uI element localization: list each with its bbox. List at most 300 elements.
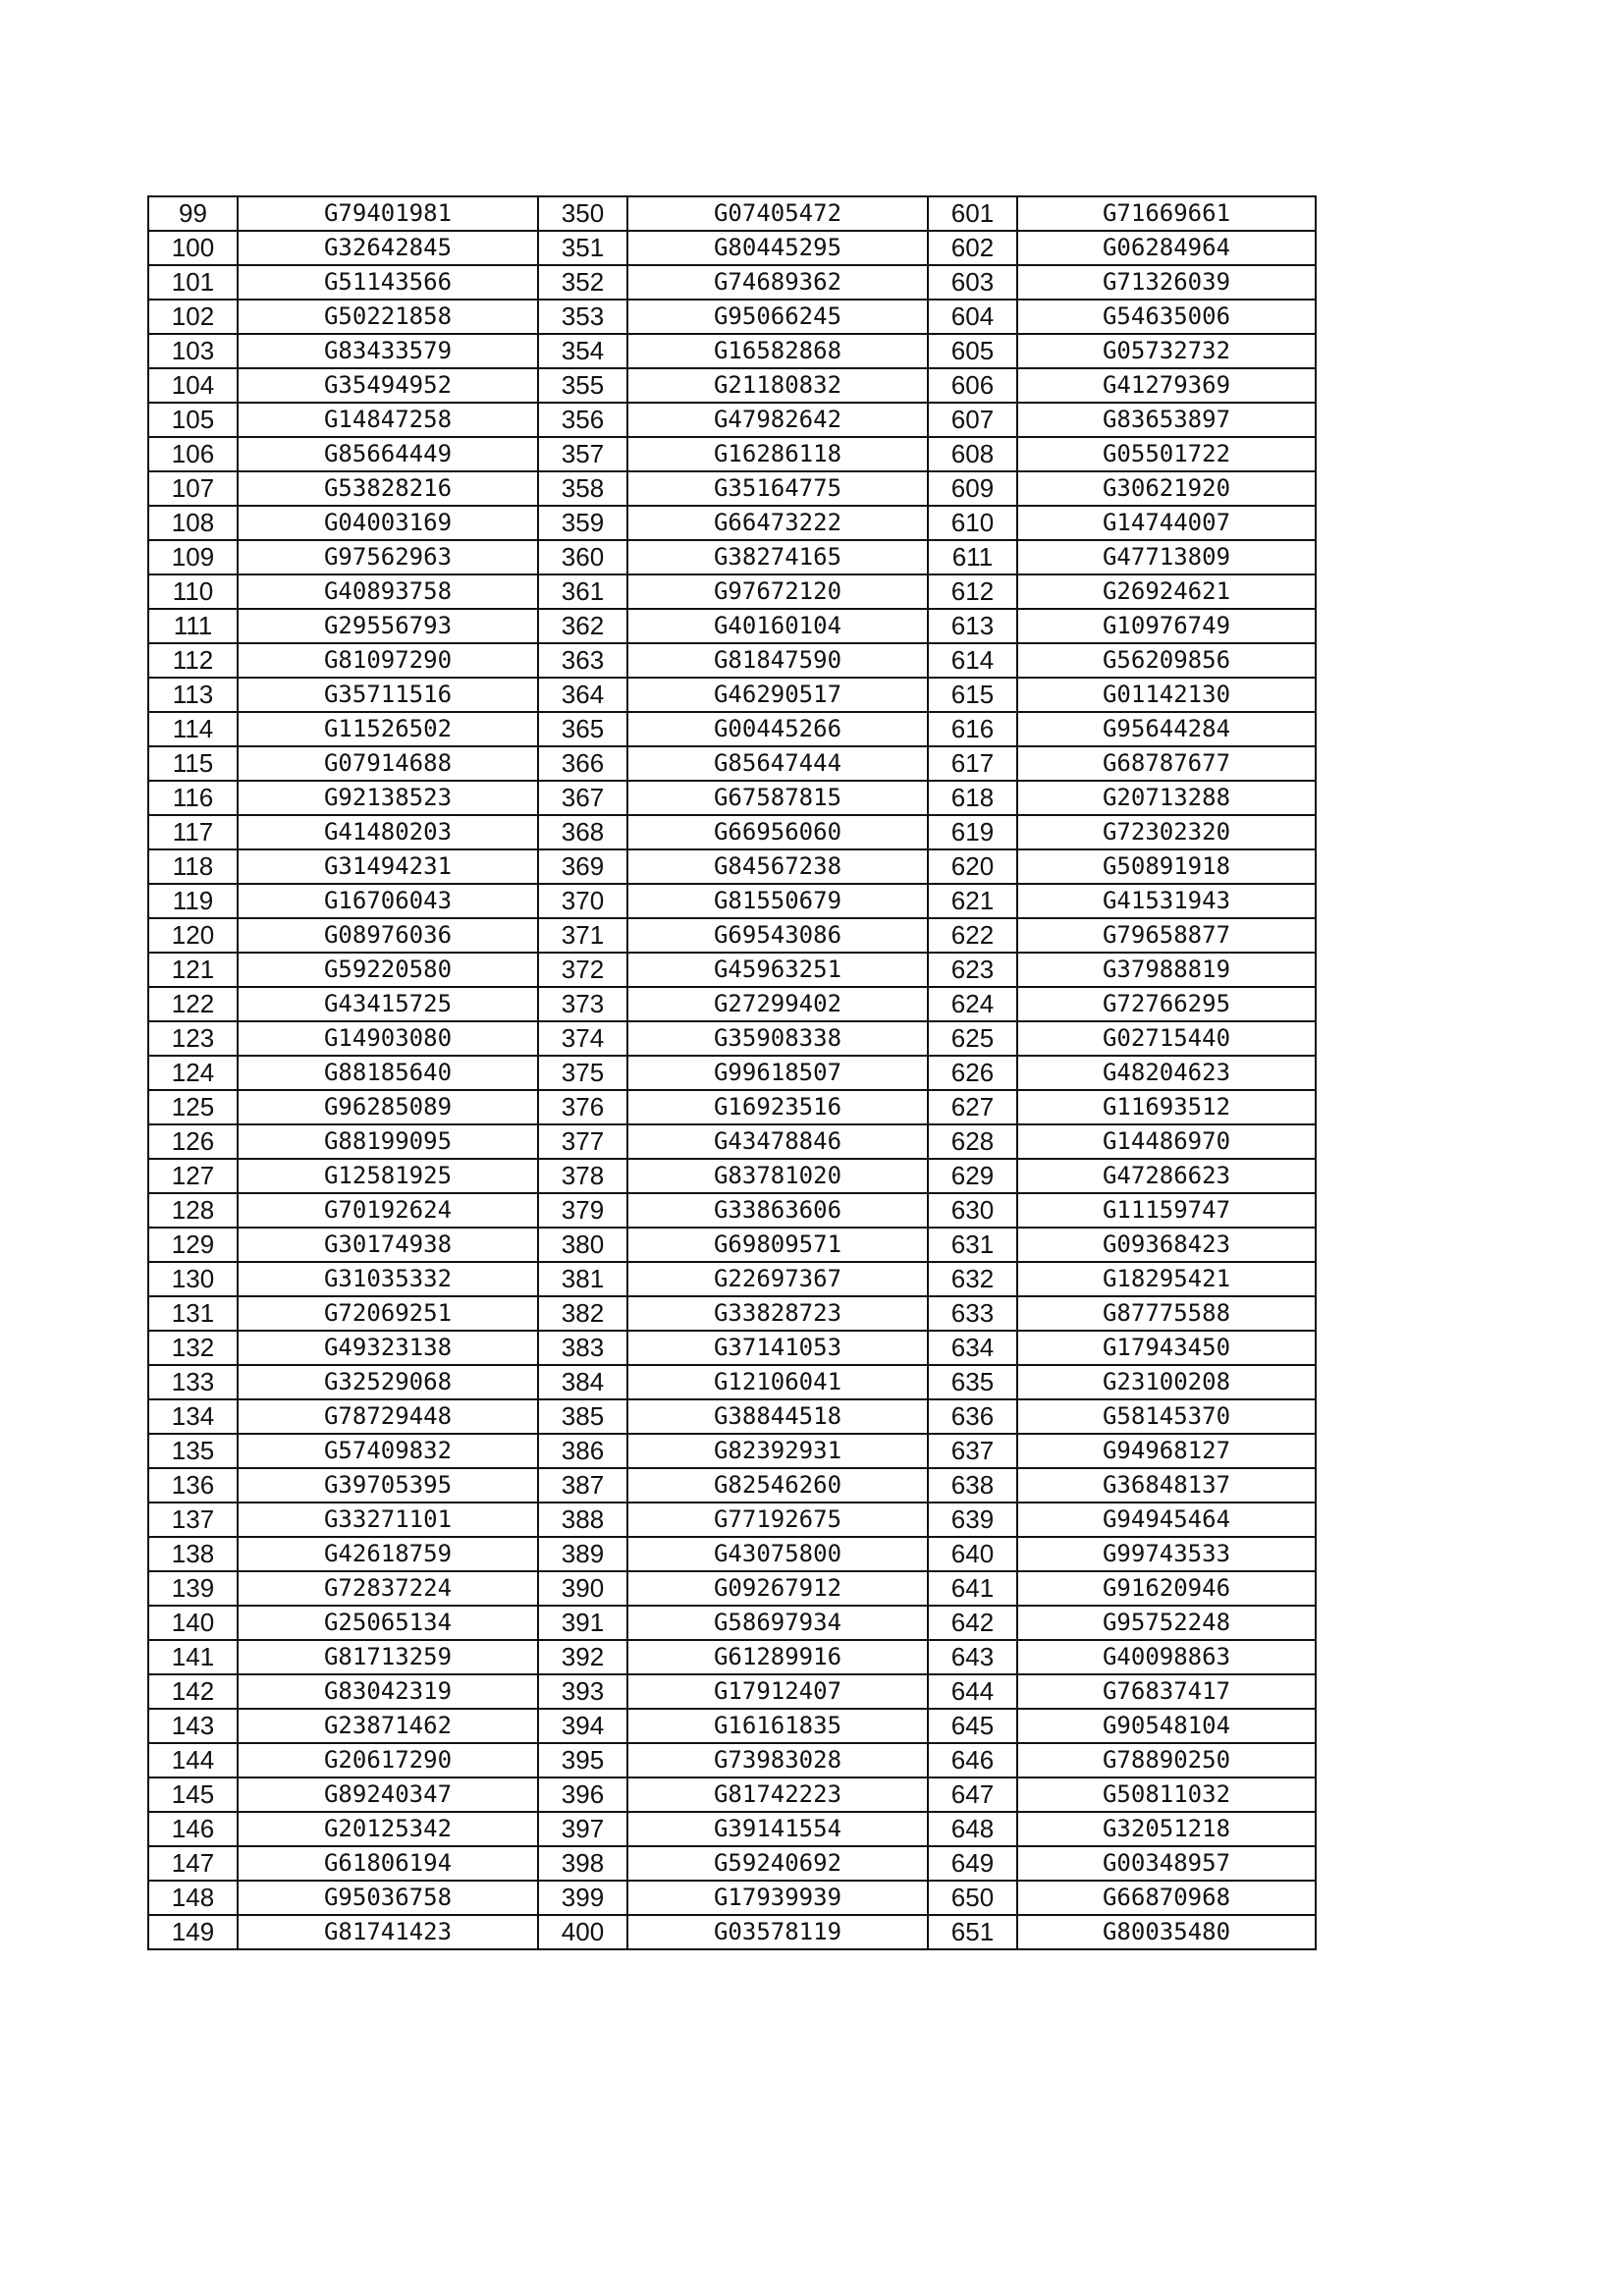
code-cell: G82546260	[627, 1468, 928, 1503]
row-number-cell: 128	[148, 1193, 238, 1228]
table-row	[148, 918, 1316, 953]
code-cell: G35711516	[238, 678, 538, 712]
row-number-cell: 374	[538, 1021, 627, 1056]
row-number-cell: 629	[928, 1159, 1017, 1193]
row-number-cell: 381	[538, 1262, 627, 1296]
code-cell: G16923516	[627, 1090, 928, 1124]
row-number-cell: 642	[928, 1606, 1017, 1640]
table-row	[148, 403, 1316, 437]
table-row	[148, 1777, 1316, 1812]
code-cell: G85647444	[627, 746, 928, 781]
row-number-cell: 122	[148, 987, 238, 1021]
row-number-cell: 382	[538, 1296, 627, 1331]
table-row	[148, 1262, 1316, 1296]
code-cell: G66956060	[627, 815, 928, 849]
code-cell: G58697934	[627, 1606, 928, 1640]
row-number-cell: 604	[928, 300, 1017, 334]
table-row	[148, 506, 1316, 540]
row-number-cell: 602	[928, 231, 1017, 265]
row-number-cell: 643	[928, 1640, 1017, 1674]
code-cell: G79658877	[1017, 918, 1316, 953]
code-cell: G06284964	[1017, 231, 1316, 265]
table-row	[148, 1709, 1316, 1743]
table-row	[148, 196, 1316, 231]
code-cell: G37988819	[1017, 953, 1316, 987]
row-number-cell: 608	[928, 437, 1017, 471]
code-cell: G78890250	[1017, 1743, 1316, 1777]
row-number-cell: 375	[538, 1056, 627, 1090]
code-cell: G07914688	[238, 746, 538, 781]
code-cell: G02715440	[1017, 1021, 1316, 1056]
code-cell: G79401981	[238, 196, 538, 231]
row-number-cell: 623	[928, 953, 1017, 987]
code-cell: G95752248	[1017, 1606, 1316, 1640]
row-number-cell: 378	[538, 1159, 627, 1193]
code-cell: G66870968	[1017, 1881, 1316, 1915]
code-cell: G81713259	[238, 1640, 538, 1674]
code-cell: G66473222	[627, 506, 928, 540]
code-cell: G72302320	[1017, 815, 1316, 849]
row-number-cell: 123	[148, 1021, 238, 1056]
row-number-cell: 136	[148, 1468, 238, 1503]
row-number-cell: 368	[538, 815, 627, 849]
code-cell: G85664449	[238, 437, 538, 471]
row-number-cell: 117	[148, 815, 238, 849]
code-cell: G37141053	[627, 1331, 928, 1365]
code-cell: G23871462	[238, 1709, 538, 1743]
row-number-cell: 141	[148, 1640, 238, 1674]
code-cell: G05732732	[1017, 334, 1316, 368]
table-row	[148, 1606, 1316, 1640]
code-cell: G81741423	[238, 1915, 538, 1949]
row-number-cell: 366	[538, 746, 627, 781]
code-cell: G95644284	[1017, 712, 1316, 746]
row-number-cell: 625	[928, 1021, 1017, 1056]
table-row	[148, 1124, 1316, 1159]
row-number-cell: 105	[148, 403, 238, 437]
row-number-cell: 396	[538, 1777, 627, 1812]
code-cell: G83781020	[627, 1159, 928, 1193]
code-cell: G33271101	[238, 1503, 538, 1537]
table-row	[148, 643, 1316, 678]
table-row	[148, 540, 1316, 574]
row-number-cell: 637	[928, 1434, 1017, 1468]
code-cell: G81847590	[627, 643, 928, 678]
row-number-cell: 148	[148, 1881, 238, 1915]
table-row	[148, 1640, 1316, 1674]
code-cell: G48204623	[1017, 1056, 1316, 1090]
code-cell: G99618507	[627, 1056, 928, 1090]
table-row	[148, 884, 1316, 918]
table-row	[148, 1228, 1316, 1262]
code-cell: G12581925	[238, 1159, 538, 1193]
table-row	[148, 1743, 1316, 1777]
row-number-cell: 362	[538, 609, 627, 643]
row-number-cell: 603	[928, 265, 1017, 300]
code-cell: G08976036	[238, 918, 538, 953]
table-row	[148, 1296, 1316, 1331]
code-cell: G23100208	[1017, 1365, 1316, 1399]
code-cell: G84567238	[627, 849, 928, 884]
table-row	[148, 1159, 1316, 1193]
row-number-cell: 102	[148, 300, 238, 334]
row-number-cell: 372	[538, 953, 627, 987]
row-number-cell: 108	[148, 506, 238, 540]
code-cell: G39705395	[238, 1468, 538, 1503]
code-cell: G50811032	[1017, 1777, 1316, 1812]
code-cell: G97672120	[627, 574, 928, 609]
row-number-cell: 124	[148, 1056, 238, 1090]
code-cell: G33863606	[627, 1193, 928, 1228]
row-number-cell: 616	[928, 712, 1017, 746]
table-row	[148, 1331, 1316, 1365]
row-number-cell: 364	[538, 678, 627, 712]
row-number-cell: 400	[538, 1915, 627, 1949]
row-number-cell: 394	[538, 1709, 627, 1743]
code-cell: G49323138	[238, 1331, 538, 1365]
row-number-cell: 609	[928, 471, 1017, 506]
code-cell: G00445266	[627, 712, 928, 746]
code-cell: G45963251	[627, 953, 928, 987]
row-number-cell: 632	[928, 1262, 1017, 1296]
code-cell: G47286623	[1017, 1159, 1316, 1193]
row-number-cell: 114	[148, 712, 238, 746]
code-cell: G80445295	[627, 231, 928, 265]
row-number-cell: 361	[538, 574, 627, 609]
row-number-cell: 613	[928, 609, 1017, 643]
row-number-cell: 398	[538, 1846, 627, 1881]
code-cell: G20617290	[238, 1743, 538, 1777]
code-cell: G05501722	[1017, 437, 1316, 471]
row-number-cell: 391	[538, 1606, 627, 1640]
code-cell: G30174938	[238, 1228, 538, 1262]
row-number-cell: 383	[538, 1331, 627, 1365]
code-cell: G58145370	[1017, 1399, 1316, 1434]
row-number-cell: 377	[538, 1124, 627, 1159]
code-cell: G30621920	[1017, 471, 1316, 506]
code-cell: G39141554	[627, 1812, 928, 1846]
row-number-cell: 130	[148, 1262, 238, 1296]
code-cell: G22697367	[627, 1262, 928, 1296]
code-cell: G74689362	[627, 265, 928, 300]
row-number-cell: 355	[538, 368, 627, 403]
row-number-cell: 385	[538, 1399, 627, 1434]
row-number-cell: 612	[928, 574, 1017, 609]
table-row	[148, 746, 1316, 781]
code-cell: G50891918	[1017, 849, 1316, 884]
code-cell: G26924621	[1017, 574, 1316, 609]
code-cell: G69543086	[627, 918, 928, 953]
code-cell: G67587815	[627, 781, 928, 815]
row-number-cell: 607	[928, 403, 1017, 437]
code-cell: G73983028	[627, 1743, 928, 1777]
row-number-cell: 397	[538, 1812, 627, 1846]
code-cell: G16161835	[627, 1709, 928, 1743]
code-cell: G57409832	[238, 1434, 538, 1468]
row-number-cell: 614	[928, 643, 1017, 678]
row-number-cell: 639	[928, 1503, 1017, 1537]
code-cell: G69809571	[627, 1228, 928, 1262]
row-number-cell: 630	[928, 1193, 1017, 1228]
row-number-cell: 125	[148, 1090, 238, 1124]
table-row	[148, 1537, 1316, 1571]
row-number-cell: 129	[148, 1228, 238, 1262]
row-number-cell: 649	[928, 1846, 1017, 1881]
code-cell: G17943450	[1017, 1331, 1316, 1365]
code-cell: G35494952	[238, 368, 538, 403]
table-row	[148, 1021, 1316, 1056]
code-cell: G43075800	[627, 1537, 928, 1571]
row-number-cell: 651	[928, 1915, 1017, 1949]
row-number-cell: 134	[148, 1399, 238, 1434]
row-number-cell: 357	[538, 437, 627, 471]
row-number-cell: 370	[538, 884, 627, 918]
code-cell: G88185640	[238, 1056, 538, 1090]
table-row	[148, 231, 1316, 265]
code-cell: G77192675	[627, 1503, 928, 1537]
code-cell: G78729448	[238, 1399, 538, 1434]
code-cell: G61289916	[627, 1640, 928, 1674]
code-cell: G91620946	[1017, 1571, 1316, 1606]
code-cell: G11693512	[1017, 1090, 1316, 1124]
code-cell: G51143566	[238, 265, 538, 300]
row-number-cell: 633	[928, 1296, 1017, 1331]
code-cell: G29556793	[238, 609, 538, 643]
code-cell: G20713288	[1017, 781, 1316, 815]
table-row	[148, 712, 1316, 746]
code-cell: G38844518	[627, 1399, 928, 1434]
row-number-cell: 618	[928, 781, 1017, 815]
table-row	[148, 1434, 1316, 1468]
row-number-cell: 621	[928, 884, 1017, 918]
table-row	[148, 1503, 1316, 1537]
table-row	[148, 334, 1316, 368]
code-cell: G40160104	[627, 609, 928, 643]
code-cell: G25065134	[238, 1606, 538, 1640]
code-cell: G32642845	[238, 231, 538, 265]
row-number-cell: 389	[538, 1537, 627, 1571]
table-row	[148, 437, 1316, 471]
row-number-cell: 107	[148, 471, 238, 506]
code-cell: G14903080	[238, 1021, 538, 1056]
code-cell: G76837417	[1017, 1674, 1316, 1709]
code-cell: G71669661	[1017, 196, 1316, 231]
row-number-cell: 380	[538, 1228, 627, 1262]
code-cell: G07405472	[627, 196, 928, 231]
table-row	[148, 1056, 1316, 1090]
row-number-cell: 392	[538, 1640, 627, 1674]
row-number-cell: 640	[928, 1537, 1017, 1571]
code-cell: G35164775	[627, 471, 928, 506]
code-cell: G95066245	[627, 300, 928, 334]
row-number-cell: 149	[148, 1915, 238, 1949]
code-cell: G40098863	[1017, 1640, 1316, 1674]
code-cell: G33828723	[627, 1296, 928, 1331]
row-number-cell: 369	[538, 849, 627, 884]
row-number-cell: 351	[538, 231, 627, 265]
code-cell: G27299402	[627, 987, 928, 1021]
code-cell: G01142130	[1017, 678, 1316, 712]
row-number-cell: 112	[148, 643, 238, 678]
table-row	[148, 609, 1316, 643]
code-cell: G18295421	[1017, 1262, 1316, 1296]
code-cell: G43478846	[627, 1124, 928, 1159]
row-number-cell: 147	[148, 1846, 238, 1881]
row-number-cell: 145	[148, 1777, 238, 1812]
table-row	[148, 849, 1316, 884]
code-cell: G31035332	[238, 1262, 538, 1296]
table-row	[148, 265, 1316, 300]
code-cell: G53828216	[238, 471, 538, 506]
row-number-cell: 143	[148, 1709, 238, 1743]
code-cell: G36848137	[1017, 1468, 1316, 1503]
row-number-cell: 101	[148, 265, 238, 300]
code-cell: G80035480	[1017, 1915, 1316, 1949]
code-cell: G87775588	[1017, 1296, 1316, 1331]
row-number-cell: 606	[928, 368, 1017, 403]
code-cell: G89240347	[238, 1777, 538, 1812]
code-cell: G12106041	[627, 1365, 928, 1399]
code-cell: G41279369	[1017, 368, 1316, 403]
row-number-cell: 110	[148, 574, 238, 609]
row-number-cell: 127	[148, 1159, 238, 1193]
row-number-cell: 393	[538, 1674, 627, 1709]
row-number-cell: 118	[148, 849, 238, 884]
row-number-cell: 628	[928, 1124, 1017, 1159]
row-number-cell: 142	[148, 1674, 238, 1709]
row-number-cell: 379	[538, 1193, 627, 1228]
code-cell: G16706043	[238, 884, 538, 918]
row-number-cell: 644	[928, 1674, 1017, 1709]
code-cell: G54635006	[1017, 300, 1316, 334]
row-number-cell: 648	[928, 1812, 1017, 1846]
code-cell: G81097290	[238, 643, 538, 678]
code-cell: G16582868	[627, 334, 928, 368]
row-number-cell: 647	[928, 1777, 1017, 1812]
code-cell: G47713809	[1017, 540, 1316, 574]
row-number-cell: 146	[148, 1812, 238, 1846]
code-cell: G11159747	[1017, 1193, 1316, 1228]
table-row	[148, 1674, 1316, 1709]
code-cell: G32051218	[1017, 1812, 1316, 1846]
row-number-cell: 395	[538, 1743, 627, 1777]
code-cell: G99743533	[1017, 1537, 1316, 1571]
code-cell: G59240692	[627, 1846, 928, 1881]
code-cell: G21180832	[627, 368, 928, 403]
row-number-cell: 115	[148, 746, 238, 781]
row-number-cell: 99	[148, 196, 238, 231]
row-number-cell: 120	[148, 918, 238, 953]
row-number-cell: 373	[538, 987, 627, 1021]
table-row	[148, 1881, 1316, 1915]
code-cell: G32529068	[238, 1365, 538, 1399]
row-number-cell: 135	[148, 1434, 238, 1468]
row-number-cell: 131	[148, 1296, 238, 1331]
row-number-cell: 610	[928, 506, 1017, 540]
table-row	[148, 1915, 1316, 1949]
code-cell: G16286118	[627, 437, 928, 471]
table-row	[148, 471, 1316, 506]
row-number-cell: 627	[928, 1090, 1017, 1124]
code-cell: G72766295	[1017, 987, 1316, 1021]
row-number-cell: 619	[928, 815, 1017, 849]
code-cell: G47982642	[627, 403, 928, 437]
code-cell: G35908338	[627, 1021, 928, 1056]
code-cell: G90548104	[1017, 1709, 1316, 1743]
code-cell: G82392931	[627, 1434, 928, 1468]
row-number-cell: 384	[538, 1365, 627, 1399]
code-cell: G81742223	[627, 1777, 928, 1812]
row-number-cell: 137	[148, 1503, 238, 1537]
table-row	[148, 1090, 1316, 1124]
code-cell: G20125342	[238, 1812, 538, 1846]
row-number-cell: 352	[538, 265, 627, 300]
table-row	[148, 678, 1316, 712]
code-cell: G11526502	[238, 712, 538, 746]
row-number-cell: 103	[148, 334, 238, 368]
code-cell: G88199095	[238, 1124, 538, 1159]
table-row	[148, 815, 1316, 849]
code-cell: G83653897	[1017, 403, 1316, 437]
code-cell: G14744007	[1017, 506, 1316, 540]
row-number-cell: 116	[148, 781, 238, 815]
row-number-cell: 138	[148, 1537, 238, 1571]
row-number-cell: 354	[538, 334, 627, 368]
code-cell: G09267912	[627, 1571, 928, 1606]
table-row	[148, 953, 1316, 987]
code-cell: G43415725	[238, 987, 538, 1021]
row-number-cell: 353	[538, 300, 627, 334]
code-cell: G72069251	[238, 1296, 538, 1331]
table-row	[148, 781, 1316, 815]
row-number-cell: 359	[538, 506, 627, 540]
code-cell: G94968127	[1017, 1434, 1316, 1468]
table-row	[148, 300, 1316, 334]
code-cell: G94945464	[1017, 1503, 1316, 1537]
row-number-cell: 119	[148, 884, 238, 918]
row-number-cell: 358	[538, 471, 627, 506]
row-number-cell: 620	[928, 849, 1017, 884]
row-number-cell: 626	[928, 1056, 1017, 1090]
row-number-cell: 386	[538, 1434, 627, 1468]
code-cell: G81550679	[627, 884, 928, 918]
row-number-cell: 646	[928, 1743, 1017, 1777]
table-row	[148, 1468, 1316, 1503]
code-cell: G04003169	[238, 506, 538, 540]
table-row	[148, 1365, 1316, 1399]
row-number-cell: 139	[148, 1571, 238, 1606]
row-number-cell: 350	[538, 196, 627, 231]
row-number-cell: 360	[538, 540, 627, 574]
row-number-cell: 365	[538, 712, 627, 746]
table-row	[148, 1193, 1316, 1228]
row-number-cell: 635	[928, 1365, 1017, 1399]
row-number-cell: 111	[148, 609, 238, 643]
code-cell: G59220580	[238, 953, 538, 987]
row-number-cell: 363	[538, 643, 627, 678]
code-cell: G70192624	[238, 1193, 538, 1228]
row-number-cell: 631	[928, 1228, 1017, 1262]
code-cell: G14486970	[1017, 1124, 1316, 1159]
row-number-cell: 390	[538, 1571, 627, 1606]
code-cell: G46290517	[627, 678, 928, 712]
row-number-cell: 387	[538, 1468, 627, 1503]
code-cell: G40893758	[238, 574, 538, 609]
row-number-cell: 144	[148, 1743, 238, 1777]
code-cell: G61806194	[238, 1846, 538, 1881]
table-row	[148, 368, 1316, 403]
row-number-cell: 132	[148, 1331, 238, 1365]
